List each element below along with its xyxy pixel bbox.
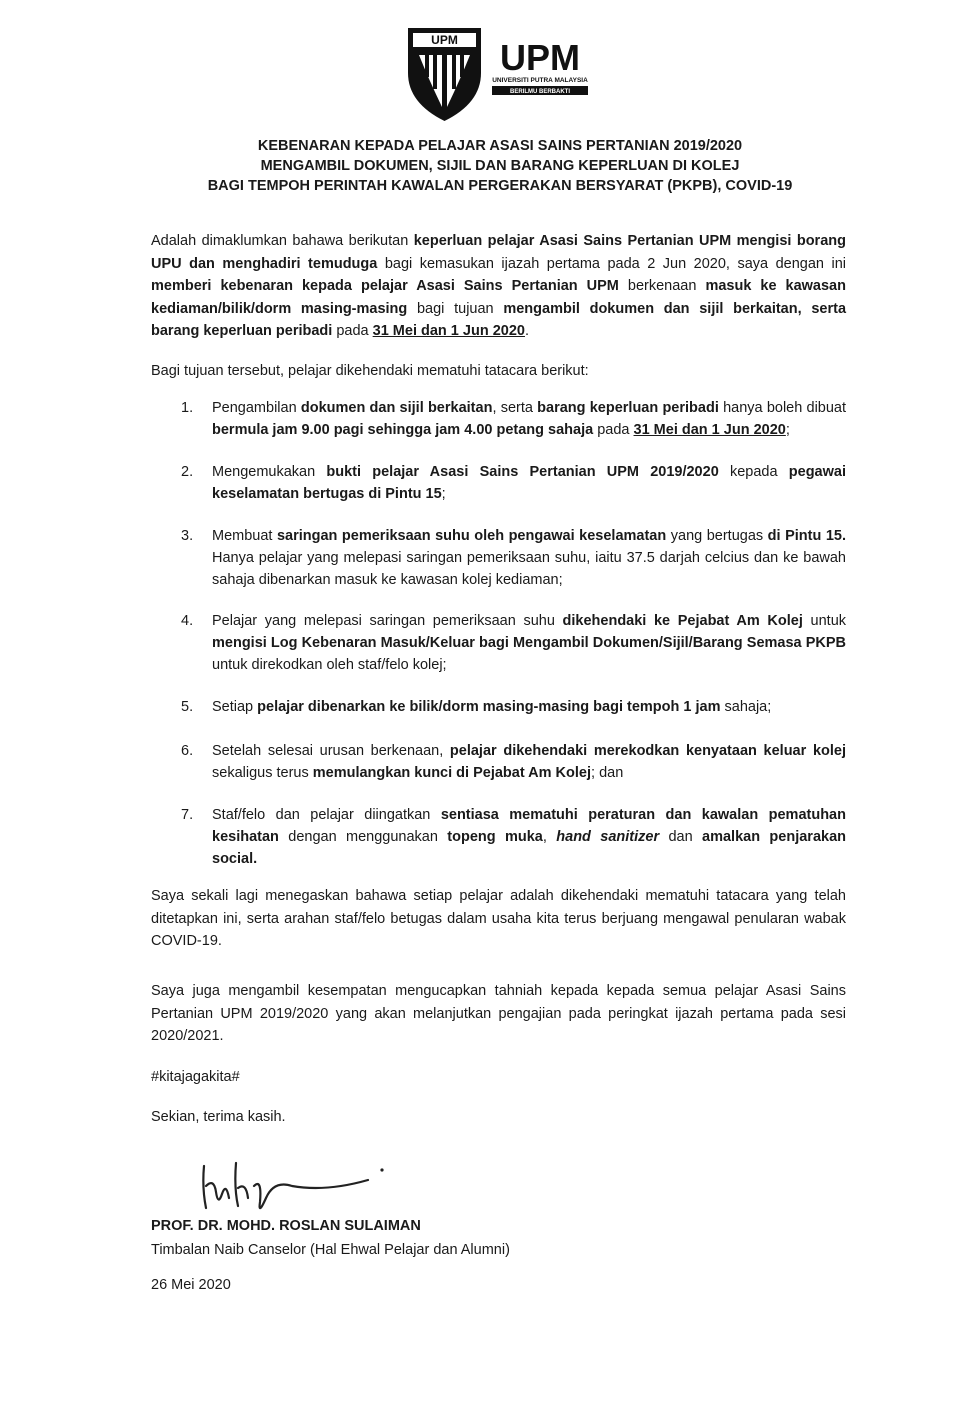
university-name: UNIVERSITI PUTRA MALAYSIA (492, 77, 588, 84)
list-item: 7. Staf/felo dan pelajar diingatkan sentiasa mematuhi peraturan dan kawalan pematuhan kesihatan dengan menggunakan topeng muka, hand sanitizer dan amalkan penjarakan social. (181, 807, 846, 867)
list-item: 2. Mengemukakan bukti pelajar Asasi Sains Pertanian UPM 2019/2020 kepada pegawai keselamatan bertugas di Pintu 15; (181, 464, 846, 502)
list-item: 6. Setelah selesai urusan berkenaan, pelajar dikehendaki merekodkan kenyataan keluar kolej sekaligus terus memulangkan kunci di Pejabat Am Kolej; dan (181, 743, 846, 781)
list-item: 3. Membuat saringan pemeriksaan suhu oleh pengawai keselamatan yang bertugas di Pintu 15. Hanya pelajar yang melepasi saringan pemeriksaan suhu, iaitu 37.5 darjah celcius dan ke bawah sahaja dibenarkan masuk ke kawasan kolej kediaman; (181, 528, 846, 588)
hashtag: #kitajagakita# (151, 1069, 240, 1085)
document-title (150, 136, 850, 196)
title-line-2: MENGAMBIL DOKUMEN, SIJIL DAN BARANG KEPERLUAN DI KOLEJ (260, 158, 740, 174)
title-line-3: BAGI TEMPOH PERINTAH KAWALAN PERGERAKAN BERSYARAT (PKPB), COVID-19 (207, 178, 793, 194)
signature-icon (196, 1158, 396, 1220)
closing-paragraph-2: Saya juga mengambil kesempatan mengucapkan tahniah kepada kepada semua pelajar Asasi Sains Pertanian UPM 2019/2020 yang akan melanjutkan pengajian pada peringkat ijazah pertama pada sesi 2020/2021. (151, 983, 846, 1044)
upm-wordmark: UPM (500, 37, 580, 78)
list-item: 1. Pengambilan dokumen dan sijil berkaitan, serta barang keperluan peribadi hanya boleh dibuat bermula jam 9.00 pagi sehingga jam 4.00 petang sahaja pada 31 Mei dan 1 Jun 2020; (181, 400, 847, 438)
upm-logo (405, 25, 590, 125)
document-date: 26 Mei 2020 (151, 1277, 231, 1293)
farewell: Sekian, terima kasih. (151, 1109, 286, 1125)
title-line-1: KEBENARAN KEPADA PELAJAR ASASI SAINS PERTANIAN 2019/2020 (257, 138, 743, 154)
signature (196, 1158, 396, 1220)
university-motto: BERILMU BERBAKTI (510, 89, 570, 95)
procedure-intro: Bagi tujuan tersebut, pelajar dikehendaki mematuhi tatacara berikut: (151, 363, 589, 379)
upm-emblem-icon (405, 25, 590, 125)
signatory-name: PROF. DR. MOHD. ROSLAN SULAIMAN (151, 1218, 421, 1234)
intro-paragraph: Adalah dimaklumkan bahawa berikutan keperluan pelajar Asasi Sains Pertanian UPM mengisi borang UPU dan menghadiri temuduga bagi kemasukan ijazah pertama pada 2 Jun 2020, saya dengan ini memberi kebenaran kepada pelajar Asasi Sains Pertanian UPM berkenaan masuk ke kawasan kediaman/bilik/dorm masing-masing bagi tujuan mengambil dokumen dan sijil berkaitan, serta barang keperluan peribadi pada 31 Mei dan 1 Jun 2020. (151, 233, 847, 339)
closing-paragraph-1: Saya sekali lagi menegaskan bahawa setiap pelajar adalah dikehendaki mematuhi tatacara yang telah ditetapkan ini, serta arahan staf/felo betugas dalam usaha kita terus berjuang mengawal penularan wabak COVID-19. (151, 888, 846, 949)
emblem-text: UPM (431, 33, 458, 47)
list-item: 5. Setiap pelajar dibenarkan ke bilik/dorm masing-masing bagi tempoh 1 jam sahaja; (181, 699, 772, 715)
signatory-role: Timbalan Naib Canselor (Hal Ehwal Pelajar dan Alumni) (151, 1242, 510, 1258)
list-item: 4. Pelajar yang melepasi saringan pemeriksaan suhu dikehendaki ke Pejabat Am Kolej untuk mengisi Log Kebenaran Masuk/Keluar bagi Mengambil Dokumen/Sijil/Barang Semasa PKPB untuk direkodkan oleh staf/felo kolej; (181, 613, 847, 673)
